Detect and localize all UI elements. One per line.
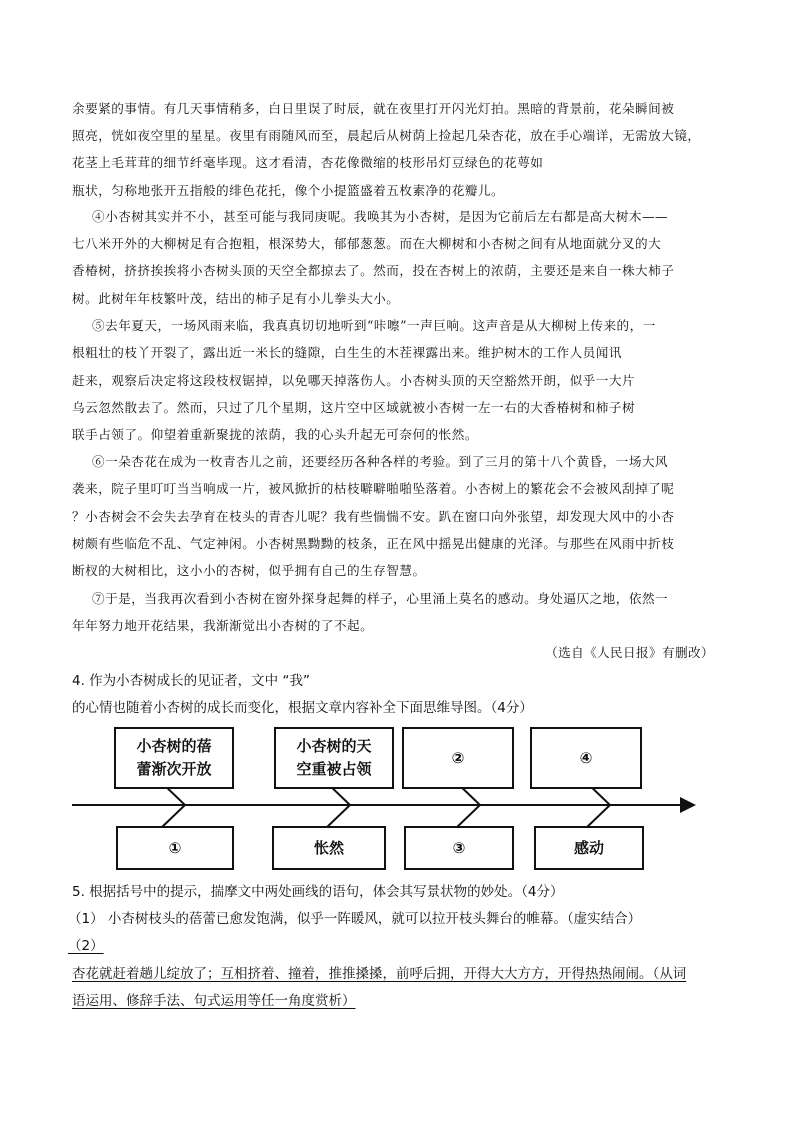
mindmap-top-box-1	[114, 727, 234, 789]
question-4-line2: 的心情也随着小杏树的成长而变化，根据文章内容补全下面思维导图。（4分）	[72, 700, 533, 716]
mindmap-bottom-box-1	[116, 826, 234, 870]
passage-line: ？小杏树会不会失去孕育在枝头的青杏儿呢？我有些惴惴不安。趴在窗口向外张望，却发现大风中的小杏	[72, 509, 675, 524]
question-4-line1: 4. 作为小杏树成长的见证者，文中 “我”	[72, 673, 310, 689]
box-text: 空重被占领	[296, 760, 372, 778]
mindmap-bottom-box-3	[404, 826, 514, 870]
passage-line: ⑥一朵杏花在成为一枚青杏儿之前，还要经历各种各样的考验。到了三月的第十八个黄昏，一场大风	[92, 454, 669, 469]
passage-line: 树。此树年年枝繁叶茂，结出的柿子足有小儿拳头大小。	[72, 291, 400, 306]
timeline-arrowhead	[680, 797, 696, 813]
mindmap-bottom-box-4	[534, 826, 644, 870]
passage-line: 树颇有些临危不乱、气定神闲。小杏树黑黝黝的枝条，正在风中摇晃出健康的光泽。与那些在风雨中折枝	[72, 536, 675, 551]
passage-line: 香椿树，挤挤挨挨将小杏树头顶的天空全都掠去了。然而，投在杏树上的浓荫，主要还是来自一株大柿子	[72, 263, 675, 278]
passage-line: 年年努力地开花结果，我渐渐觉出小杏树的了不起。	[72, 618, 374, 633]
passage-line: 赶来，观察后决定将这段枝杈锯掉，以免哪天掉落伤人。小杏树头顶的天空豁然开朗，似乎一大片	[72, 373, 636, 388]
mindmap-top-box-3	[402, 727, 514, 789]
question-5-item2-line1: 杏花就赶着趟儿绽放了；互相挤着、撞着，推推搡搡，前呼后拥，开得大大方方，开得热热闹闹。（从词	[72, 966, 687, 982]
mindmap-top-box-2	[274, 727, 394, 789]
box-text: 感动	[573, 838, 604, 857]
passage-line: ⑦于是，当我再次看到小杏树在窗外探身起舞的样子，心里涌上莫名的感动。身处逼仄之地，依然一	[92, 591, 669, 606]
passage-line: ⑤去年夏天，一场风雨来临，我真真切切地听到“咔嚓”一声巨响。这声音是从大柳树上传来的，一	[92, 318, 656, 333]
passage-line: 联手占领了。仰望着重新聚拢的浓荫，我的心头升起无可奈何的怅然。	[72, 427, 478, 442]
box-text: 小杏树的蓓	[136, 737, 212, 755]
source-citation: （选自《人民日报》有删改）	[545, 645, 714, 660]
passage-line: ④小杏树其实并不小，甚至可能与我同庚呢。我唤其为小杏树，是因为它前后左右都是高大树木——	[92, 209, 669, 224]
question-5-stem: 5. 根据括号中的提示，揣摩文中两处画线的语句，体会其写景状物的妙处。（4分）	[72, 884, 564, 900]
box-text: ④	[579, 748, 593, 767]
passage-line: 断杈的大树相比，这小小的杏树，似乎拥有自己的生存智慧。	[72, 563, 426, 578]
box-text: 蕾渐次开放	[136, 760, 212, 778]
box-text: ③	[452, 838, 466, 857]
question-5-item2-number: （2）	[68, 938, 104, 954]
passage-line: 袭来，院子里叮叮当当响成一片，被风掀折的枯枝噼噼啪啪坠落着。小杏树上的繁花会不会被风刮掉了呢	[72, 481, 675, 496]
passage-line: 花茎上毛茸茸的细节纤毫毕现。这才看清，杏花像微缩的枝形吊灯豆绿色的花萼如	[72, 155, 544, 170]
passage-line: 照亮，恍如夜空里的星星。夜里有雨随风而至，晨起后从树荫上捡起几朵杏花，放在手心端详，无需放大镜，	[72, 128, 701, 143]
mindmap-bottom-box-2	[272, 826, 386, 870]
box-text: ②	[451, 748, 465, 767]
passage-line: 七八米开外的大柳树足有合抱粗，根深势大，郁郁葱葱。而在大柳树和小杏树之间有从地面就分叉的大	[72, 236, 662, 251]
question-5-item1: （1） 小杏树枝头的蓓蕾已愈发饱满，似乎一阵暖风，就可以拉开枝头舞台的帷幕。（虚实结合）	[68, 911, 642, 927]
passage-line: 根粗壮的枝丫开裂了，露出近一米长的缝隙，白生生的木茬裸露出来。维护树木的工作人员闻讯	[72, 345, 622, 360]
question-5-item2-line2: 语运用、修辞手法、句式运用等任一角度赏析）	[72, 993, 356, 1009]
box-text: 怅然	[313, 838, 344, 857]
box-text: ①	[168, 838, 182, 857]
mindmap-top-box-4	[530, 727, 642, 789]
box-text: 小杏树的天	[296, 737, 372, 755]
passage-line: 瓶状，匀称地张开五指般的绯色花托，像个小提篮盛着五枚素净的花瓣儿。	[72, 183, 505, 198]
passage-line: 余要紧的事情。有几天事情稍多，白日里误了时辰，就在夜里打开闪光灯拍。黑暗的背景前，花朵瞬间被	[72, 101, 675, 116]
passage-line: 乌云忽然散去了。然而，只过了几个星期，这片空中区域就被小杏树一左一右的大香椿树和柿子树	[72, 400, 636, 415]
